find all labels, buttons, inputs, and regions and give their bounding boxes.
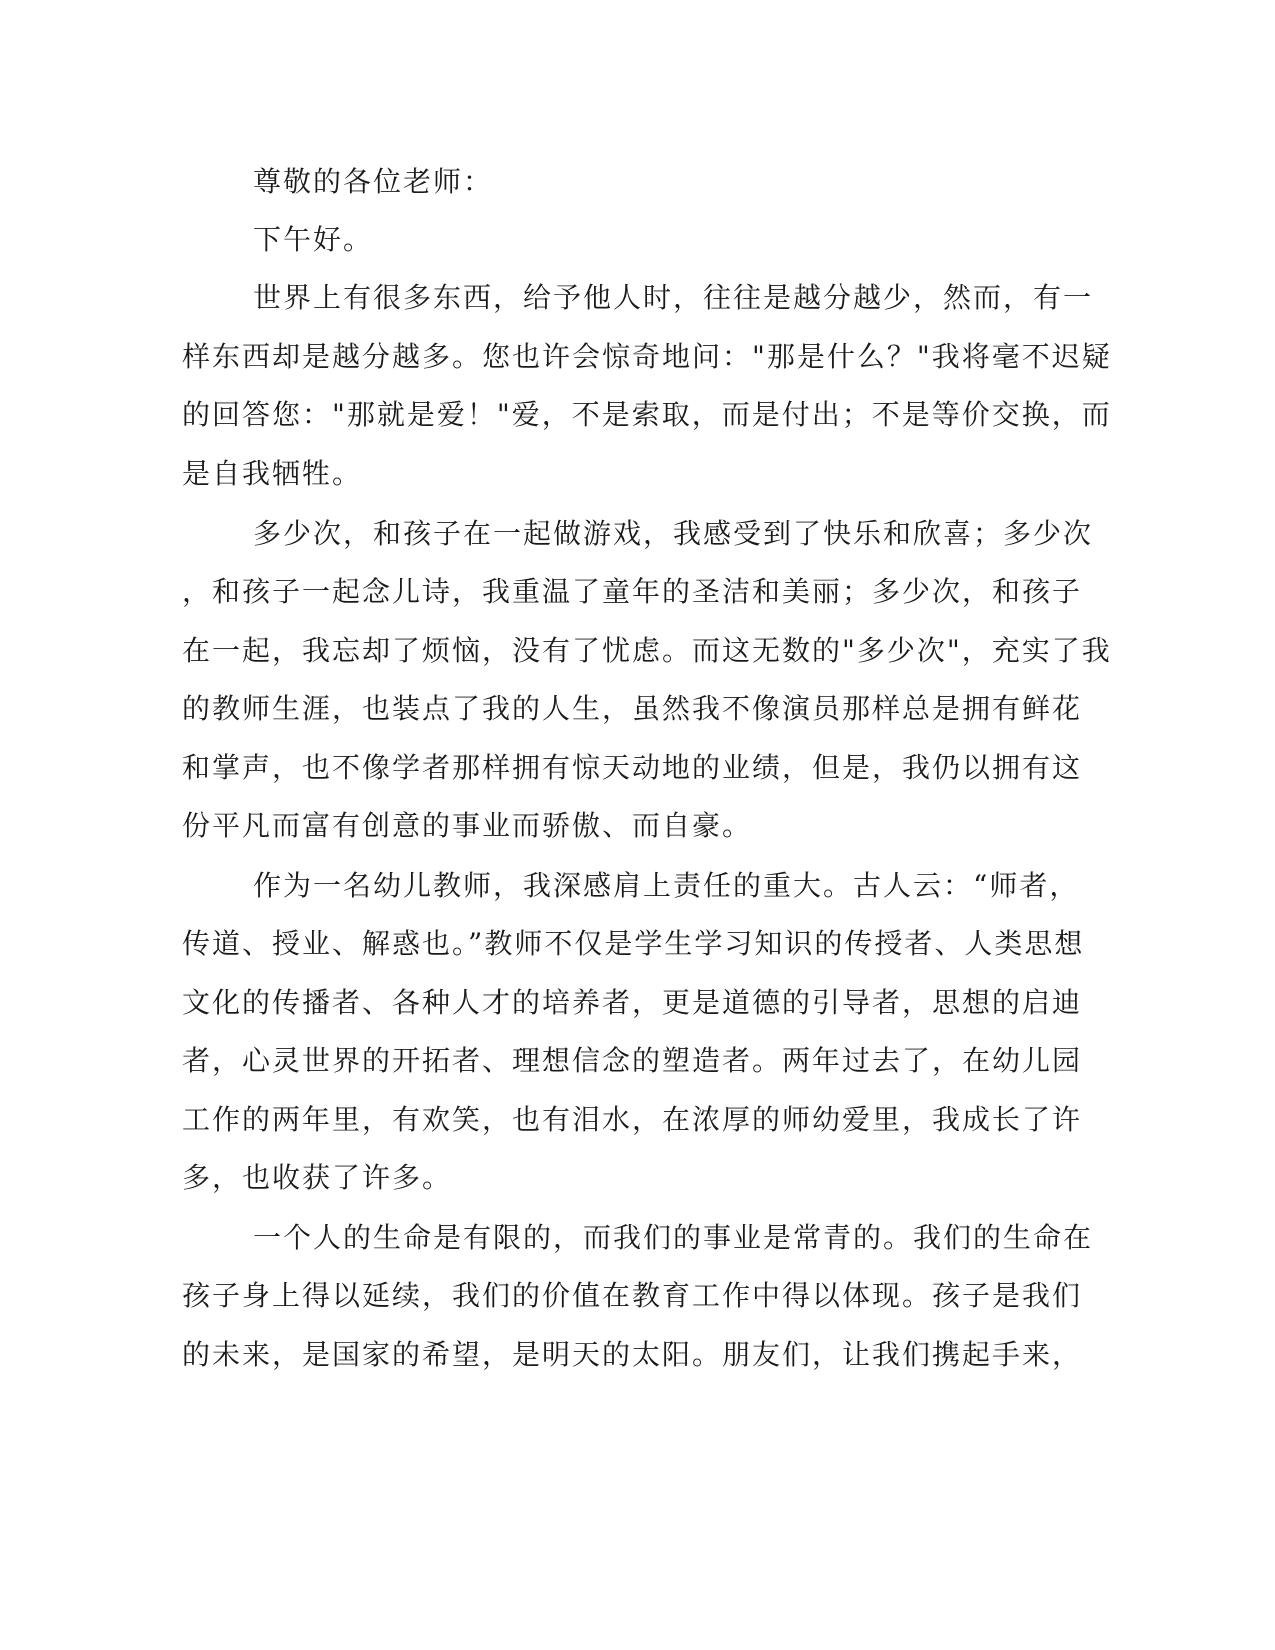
text-line: 作为一名幼儿教师，我深感肩上责任的重大。古人云：“师者， (253, 869, 1080, 902)
text-line: 的回答您："那就是爱！"爱，不是索取，而是付出；不是等价交换，而 (182, 398, 1112, 431)
text-line: 是自我牺牲。 (182, 457, 363, 490)
text-line: 尊敬的各位老师： (253, 165, 494, 198)
paragraph-4-line (0, 1276, 1275, 1316)
paragraph-2-line (0, 748, 1275, 788)
text-line: 多少次，和孩子在一起做游戏，我感受到了快乐和欣喜；多少次 (253, 517, 1094, 550)
text-line: 在一起，我忘却了烦恼，没有了忧虑。而这无数的"多少次"，充实了我 (182, 634, 1112, 667)
paragraph-3-line (0, 983, 1275, 1023)
text-line: 工作的两年里，有欢笑，也有泪水，在浓厚的师幼爱里，我成长了许 (182, 1103, 1083, 1136)
text-line: 和掌声，也不像学者那样拥有惊天动地的业绩，但是，我仍以拥有这 (182, 751, 1083, 784)
paragraph-2-line (0, 631, 1275, 671)
paragraph-2-line (0, 806, 1275, 846)
text-line: 传道、授业、解惑也。”教师不仅是学生学习知识的传授者、人类思想 (182, 927, 1085, 960)
greeting-line (0, 220, 1275, 260)
text-line: ，和孩子一起念儿诗，我重温了童年的圣洁和美丽；多少次，和孩子 (182, 575, 1083, 608)
paragraph-2-line (0, 514, 1275, 554)
paragraph-4-line (0, 1335, 1275, 1375)
text-line: 的教师生涯，也装点了我的人生，虽然我不像演员那样总是拥有鲜花 (182, 692, 1083, 725)
text-line: 者，心灵世界的开拓者、理想信念的塑造者。两年过去了，在幼儿园 (182, 1044, 1083, 1077)
paragraph-2-line (0, 689, 1275, 729)
paragraph-1-line (0, 278, 1275, 318)
paragraph-3-line (0, 866, 1275, 906)
paragraph-1-line (0, 454, 1275, 494)
paragraph-3-line (0, 924, 1275, 964)
text-line: 样东西却是越分越多。您也许会惊奇地问："那是什么？"我将毫不迟疑 (182, 340, 1112, 373)
salutation-line (0, 162, 1275, 202)
paragraph-2-line (0, 572, 1275, 612)
text-line: 孩子身上得以延续，我们的价值在教育工作中得以体现。孩子是我们 (182, 1279, 1083, 1312)
text-line: 多，也收获了许多。 (182, 1161, 453, 1194)
paragraph-1-line (0, 337, 1275, 377)
text-line: 份平凡而富有创意的事业而骄傲、而自豪。 (182, 809, 753, 842)
paragraph-3-line (0, 1100, 1275, 1140)
text-line: 的未来，是国家的希望，是明天的太阳。朋友们，让我们携起手来， (182, 1338, 1083, 1371)
paragraph-4-line (0, 1218, 1275, 1258)
paragraph-3-line (0, 1158, 1275, 1198)
text-line: 世界上有很多东西，给予他人时，往往是越分越少，然而，有一 (253, 281, 1094, 314)
text-line: 文化的传播者、各种人才的培养者，更是道德的引导者，思想的启迪 (182, 986, 1083, 1019)
text-line: 下午好。 (253, 223, 374, 256)
paragraph-1-line (0, 395, 1275, 435)
paragraph-3-line (0, 1041, 1275, 1081)
text-line: 一个人的生命是有限的，而我们的事业是常青的。我们的生命在 (253, 1221, 1094, 1254)
